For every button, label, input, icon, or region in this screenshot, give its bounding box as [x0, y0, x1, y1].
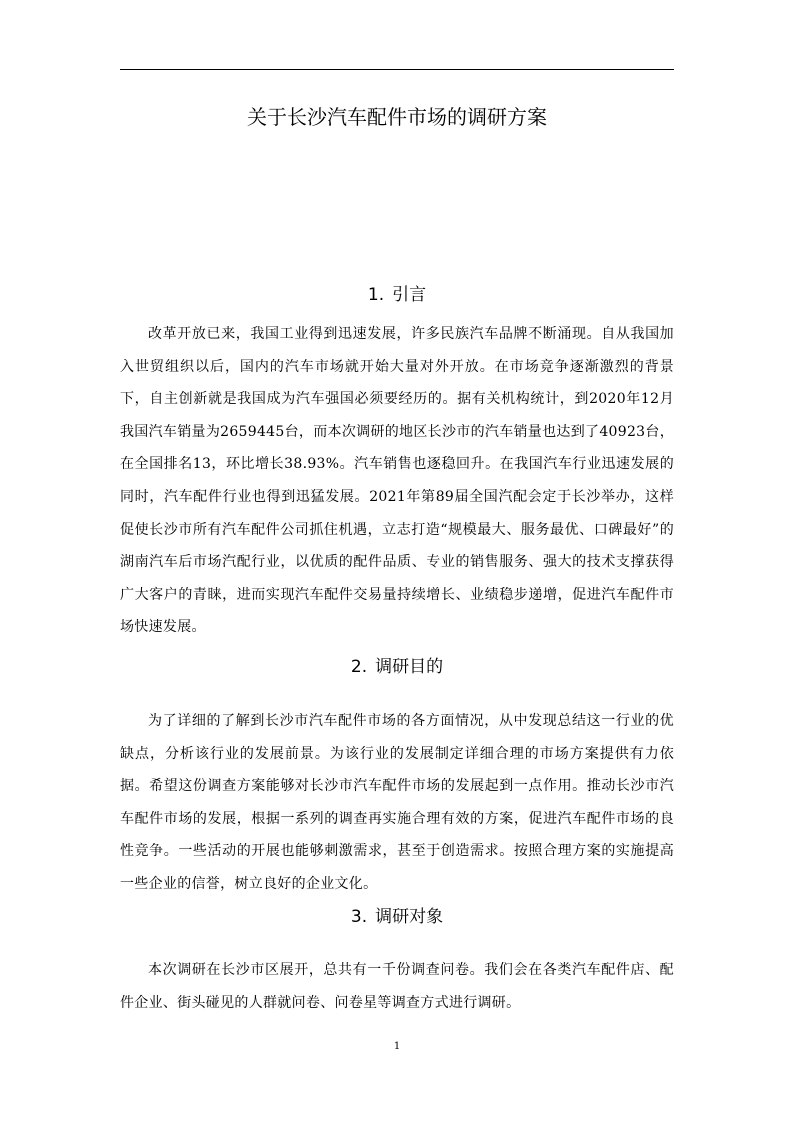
section-number: 2.: [350, 657, 368, 677]
section-title: 调研目的: [375, 657, 444, 677]
section-title: 调研对象: [375, 907, 444, 927]
purpose-paragraph: 为了详细的了解到长沙市汽车配件市场的各方面情况，从中发现总结这一行业的优缺点，分析该行业的发展前景。为该行业的发展制定详细合理的市场方案提供有力依据。希望这份调查方案能够对长沙市汽车配件市场的发展起到一点作用。推动长沙市汽车配件市场的发展，根据一系列的调查再实施合理有效的方案，促进汽车配件市场的良性竞争。一些活动的开展也能够刺激需求，甚至于创造需求。按照合理方案的实施提高一些企业的信誉，树立良好的企业文化。: [120, 713, 674, 892]
section-heading-subjects: [120, 904, 674, 930]
section-number: 1.: [367, 285, 385, 305]
subjects-paragraph: 本次调研在长沙市区展开，总共有一千份调查问卷。我们会在各类汽车配件店、配件企业、街头碰见的人群就问卷、问卷星等调查方式进行调研。: [120, 962, 674, 1011]
document-title: 关于长沙汽车配件市场的调研方案: [247, 105, 547, 129]
section-number: 3.: [350, 907, 368, 927]
section-title: 引言: [392, 285, 427, 305]
introduction-paragraph: 改革开放已来，我国工业得到迅速发展，许多民族汽车品牌不断涌现。自从我国加入世贸组织以后，国内的汽车市场就开始大量对外开放。在市场竞争逐渐激烈的背景下，自主创新就是我国成为汽车强国必须要经历的。据有关机构统计，到2020年12月我国汽车销量为2659445台，而本次调研的地区长沙市的汽车销量也达到了40923台，在全国排名13，环比增长38.93%。汽车销售也逐稳回升。在我国汽车行业迅速发展的同时，汽车配件行业也得到迅猛发展。2021年第89届全国汽配会定于长沙举办，这样促使长沙市所有汽车配件公司抓住机遇，立志打造“规模最大、服务最优、口碑最好”的湖南汽车后市场汽配行业，以优质的配件品质、专业的销售服务、强大的技术支撑获得广大客户的青睐，进而实现汽车配件交易量持续增长、业绩稳步递增，促进汽车配件市场快速发展。: [120, 326, 674, 636]
header-rule: [120, 69, 674, 70]
section-heading-introduction: [120, 282, 674, 308]
page-number: 1: [393, 1041, 401, 1052]
section-heading-purpose: [120, 654, 674, 680]
